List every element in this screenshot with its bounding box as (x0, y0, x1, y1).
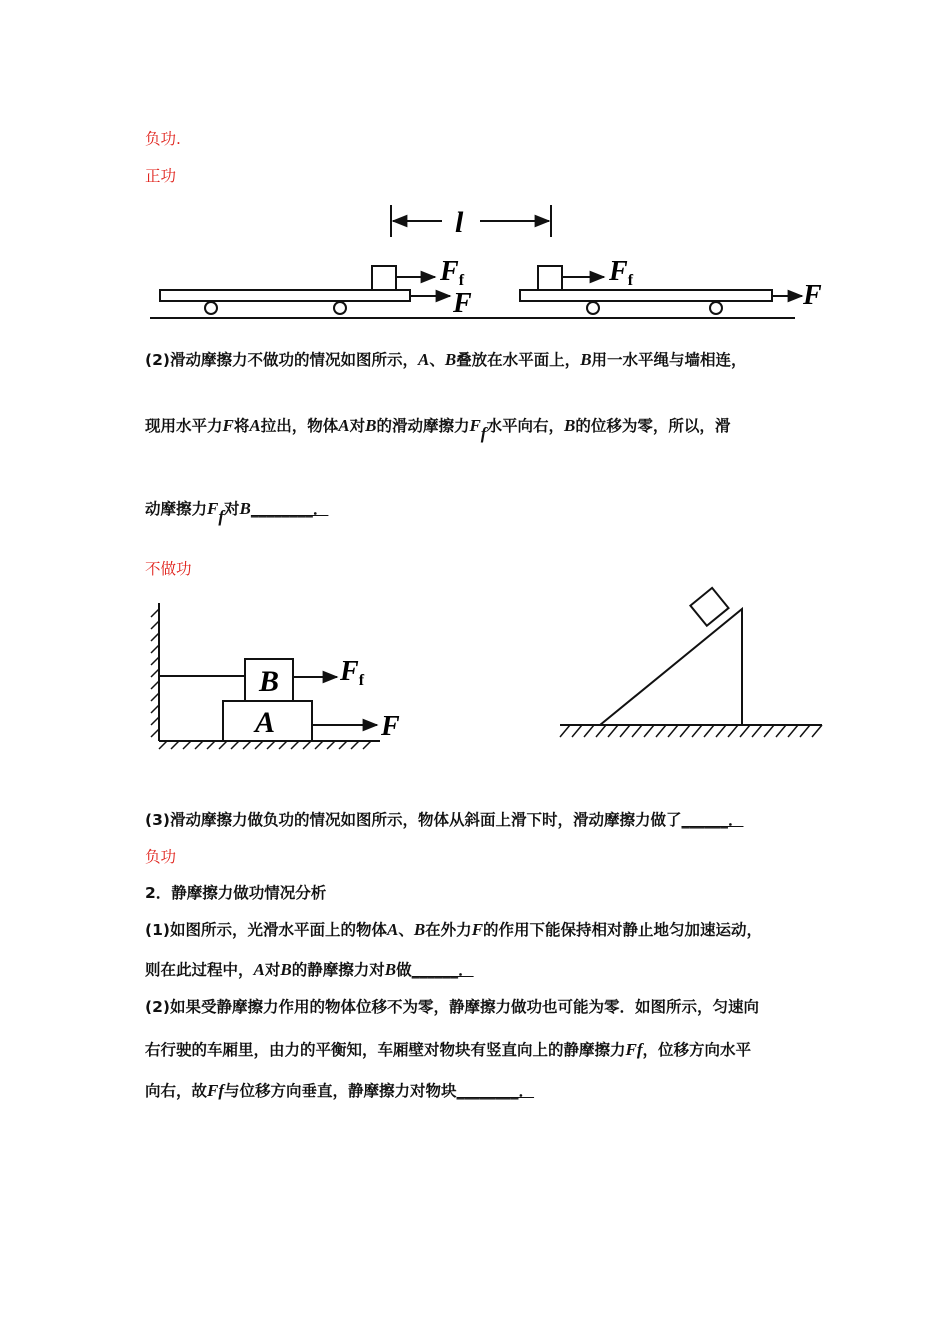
wheel (205, 302, 217, 314)
answer-positive-work: 正功 (145, 167, 177, 185)
para-2-line-1: (2)滑动摩擦力不做功的情况如图所示，A、B叠放在水平面上，B用一水平绳与墙相连， (145, 350, 747, 369)
q1-line-2: 则在此过程中，A对B的静摩擦力对B做______． (145, 960, 474, 979)
q2-line-3: 向右，故Ff与位移方向垂直，静摩擦力对物块________． (145, 1081, 535, 1100)
wheel (587, 302, 599, 314)
q2-line-1: (2)如果受静摩擦力作用的物体位移不为零，静摩擦力做功也可能为零．如图所示，匀速向 (145, 998, 759, 1016)
para-2-line-2: 现用水平力F将A拉出，物体A对B的滑动摩擦力Ff水平向右，B的位移为零，所以，滑 (145, 416, 731, 443)
answer-no-work: 不做功 (145, 560, 192, 578)
plank-left (160, 290, 410, 301)
para-3: (3)滑动摩擦力做负功的情况如图所示，物体从斜面上滑下时，滑动摩擦力做了______． (145, 808, 743, 830)
ff-label-b: Ff (340, 656, 365, 689)
answer-blank: ________． (250, 500, 329, 518)
wall-hatching (151, 609, 159, 737)
block-a-label: A (255, 706, 276, 739)
block-b-label: B (259, 665, 280, 698)
length-label: l (455, 206, 464, 239)
sliding-block (690, 588, 728, 626)
ground-hatching (560, 725, 822, 737)
f-label-a: F (381, 711, 400, 742)
ff-label-left: Ff (440, 256, 465, 289)
block-right (538, 266, 562, 290)
figure-wall-blocks (145, 595, 415, 755)
wheel (334, 302, 346, 314)
answer-negative-work-1: 负功. (145, 130, 181, 148)
figure-plank-block (150, 200, 840, 325)
figure-incline (558, 595, 828, 745)
plank-right (520, 290, 772, 301)
f-label-left: F (453, 288, 472, 319)
wheel (710, 302, 722, 314)
q1-line-1: (1)如图所示，光滑水平面上的物体A、B在外力F的作用下能保持相对静止地匀加速运动， (145, 920, 763, 939)
f-label-right: F (803, 280, 822, 311)
answer-blank: ______． (411, 961, 474, 979)
floor-hatching (159, 741, 371, 749)
q2-line-2: 右行驶的车厢里，由力的平衡知，车厢壁对物块有竖直向上的静摩擦力Ff，位移方向水平 (145, 1040, 752, 1059)
answer-negative-work-2: 负功 (145, 848, 177, 866)
block-left (372, 266, 396, 290)
para-2-line-3: 动摩擦力Ff对B________． (145, 499, 329, 526)
incline-wedge (600, 609, 742, 725)
ff-label-right: Ff (609, 256, 634, 289)
answer-blank: ________． (456, 1082, 535, 1100)
section-2-title: 2．静摩擦力做功情况分析 (145, 884, 327, 902)
answer-blank: ______． (681, 811, 744, 829)
